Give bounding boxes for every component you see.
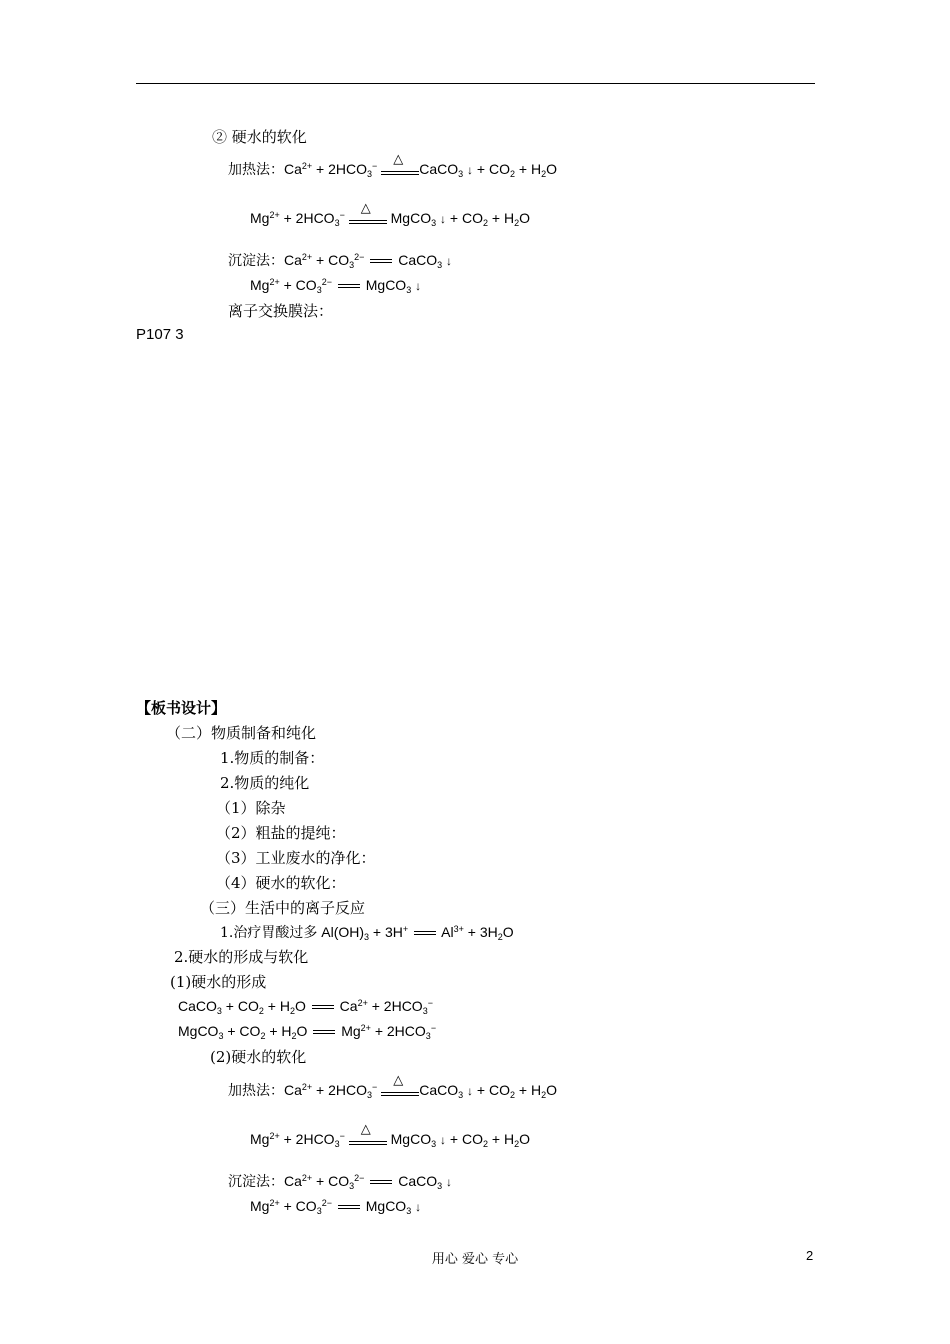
precipitation-method-label: 沉淀法： xyxy=(228,1174,284,1190)
equals-sign xyxy=(313,1021,335,1041)
down-arrow-icon: ↓ xyxy=(467,1084,474,1098)
heat-method-label: 加热法： xyxy=(228,162,284,178)
antacid-label: 1.治疗胃酸过多 xyxy=(220,925,318,941)
subtopic-softening: (2)硬水的软化 xyxy=(210,1048,307,1066)
page-number: 2 xyxy=(806,1248,814,1263)
header-rule xyxy=(136,83,815,84)
equation-heat-ca-2: 加热法：$Ca^{2+} + 2HCO_3^-$ △ CaCO$_3$ ↓ + $CO_2 + H_2O$ xyxy=(228,1072,557,1100)
delta-heat-icon: △ xyxy=(349,208,387,228)
down-arrow-icon: ↓ xyxy=(415,279,422,293)
section-two-heading: （二）物质制备和纯化 xyxy=(166,724,317,742)
equation-ppt-mg-2: $Mg^{2+} + CO_3^{2-}$ MgCO$_3$ ↓ xyxy=(250,1198,422,1216)
topic-hard-water: 2.硬水的形成与软化 xyxy=(174,948,309,966)
delta-heat-icon: △ xyxy=(349,1129,387,1149)
equation-ppt-ca-2: 沉淀法：$Ca^{2+} + CO_3^{2-}$ CaCO$_3$ ↓ xyxy=(228,1173,453,1191)
precipitation-method-label: 沉淀法： xyxy=(228,253,284,269)
equals-sign xyxy=(312,996,334,1016)
equals-sign xyxy=(370,250,392,270)
equals-sign xyxy=(338,275,360,295)
sub-item-wastewater: （3）工业废水的净化： xyxy=(216,849,376,867)
heading-softening: ② 硬水的软化 xyxy=(212,128,307,146)
down-arrow-icon: ↓ xyxy=(467,163,474,177)
item-purification: 2.物质的纯化 xyxy=(220,774,310,792)
page-reference: P107 3 xyxy=(136,326,184,343)
down-arrow-icon: ↓ xyxy=(446,254,453,268)
equals-sign xyxy=(370,1171,392,1191)
equation-ppt-mg: $Mg^{2+} + CO_3^{2-}$ MgCO$_3$ ↓ xyxy=(250,277,422,295)
page-footer: 用心 爱心 专心 xyxy=(431,1252,519,1267)
item-preparation: 1.物质的制备： xyxy=(220,749,325,767)
sub-item-hard-water: （4）硬水的软化： xyxy=(216,874,346,892)
equation-formation-mg: MgCO$_3$ + $CO_2 + H_2O$ $Mg^{2+} + 2HCO_3^-$ xyxy=(178,1023,437,1041)
equation-heat-ca: 加热法：$Ca^{2+} + 2HCO_3^-$ △ CaCO$_3$ ↓ + $CO_2 + H_2O$ xyxy=(228,151,557,179)
sub-item-salt-purification: （2）粗盐的提纯： xyxy=(216,824,346,842)
section-three-heading: （三）生活中的离子反应 xyxy=(200,899,366,917)
ion-exchange-label: 离子交换膜法： xyxy=(228,302,334,320)
delta-heat-icon: △ xyxy=(381,1080,419,1100)
subtopic-formation: (1)硬水的形成 xyxy=(170,973,267,991)
equation-ppt-ca: 沉淀法：$Ca^{2+} + CO_3^{2-}$ CaCO$_3$ ↓ xyxy=(228,252,453,270)
equals-sign xyxy=(414,922,436,942)
equation-formation-ca: CaCO$_3$ + $CO_2 + H_2O$ $Ca^{2+} + 2HCO_3^-$ xyxy=(178,998,433,1016)
equals-sign xyxy=(338,1196,360,1216)
board-design-title: 【板书设计】 xyxy=(136,699,227,717)
down-arrow-icon: ↓ xyxy=(446,1175,453,1189)
sub-item-impurity-removal: （1）除杂 xyxy=(216,799,286,817)
equation-heat-mg: $Mg^{2+} + 2HCO_3^-$ △ MgCO$_3$ ↓ + $CO_2 + H_2O$ xyxy=(250,200,530,228)
delta-heat-icon: △ xyxy=(381,159,419,179)
down-arrow-icon: ↓ xyxy=(415,1200,422,1214)
down-arrow-icon: ↓ xyxy=(440,1133,446,1147)
heat-method-label: 加热法： xyxy=(228,1083,284,1099)
equation-antacid: 1.治疗胃酸过多 $Al(OH)_3 + 3H^+$ $Al^{3+} + 3H_2O$ xyxy=(220,924,514,942)
down-arrow-icon: ↓ xyxy=(440,212,446,226)
equation-heat-mg-2: $Mg^{2+} + 2HCO_3^-$ △ MgCO$_3$ ↓ + $CO_2 + H_2O$ xyxy=(250,1121,530,1149)
